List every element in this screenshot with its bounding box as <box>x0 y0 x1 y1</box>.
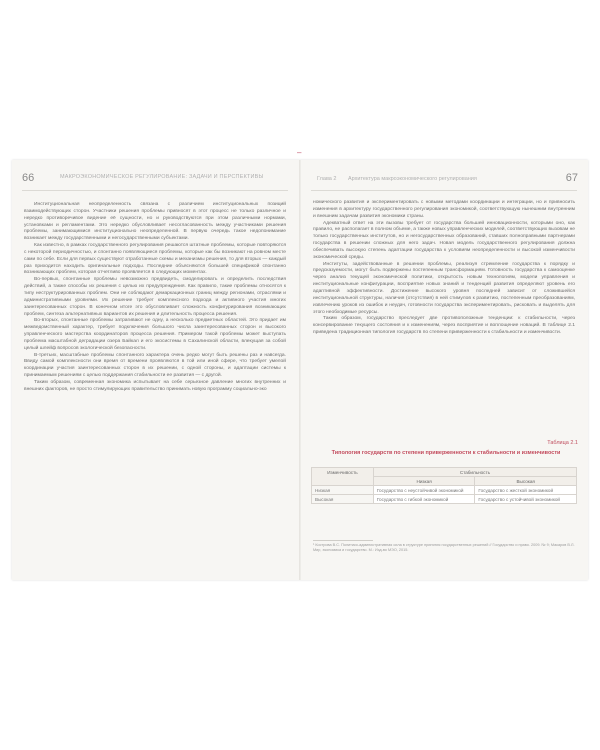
table-title: Типология государств по степени приверженности к стабильности и изменчивости <box>331 450 561 456</box>
table-row-label: Низкая <box>312 486 374 495</box>
left-running-header: МАКРОЭКОНОМИЧЕСКОЕ РЕГУЛИРОВАНИЕ: ЗАДАЧИ И ПЕРСПЕКТИВЫ <box>60 174 264 180</box>
table-header-cell: Стабильность <box>373 468 576 477</box>
paragraph: Институциональная неопределенность связана с различием институциональных позиций взаимодействующих сторон. Участники решения проблемы привносят в этот процесс не только различное и нередко противоречивое видение её сущности, но и руководствуются при этом различными нормами, установками и регламентами. Это нередко обусловливает несогласованность между участниками решения проблемы, занимающимися институционально неопределенной. В первую очередь такое недопонимание возникает между государственными и негосударственными субъектами. <box>24 202 286 242</box>
table-header-cell: Низкая <box>373 477 475 486</box>
paragraph: Как известно, в рамках государственного регулирования решаются штатные проблемы, которые повторяются с некоторой периодичностью, и спонтанно появляющиеся проблемы, которые как бы возникают на ровном месте сами по себе. Если для первых существуют отработанные схемы и механизмы решения, то для вторых — каждый раз приходится находить оригинальные подходы. Последние объясняются большей спецификой спонтанно возникающих проблем, которая отчетливо проявляется в следующих моментах. <box>24 243 286 276</box>
typology-table <box>311 467 577 504</box>
table-cell: Государство с неустойчивой экономикой <box>373 486 475 495</box>
book-spread <box>12 160 588 580</box>
footnote-rule <box>313 540 373 541</box>
right-running-header <box>317 176 557 183</box>
right-body-text <box>313 200 575 337</box>
table-header-row <box>312 468 577 477</box>
table-header-cell: Изменчивость <box>312 468 374 486</box>
chapter-label: Глава 2 <box>317 176 337 182</box>
paragraph: номического развития и экспериментировать с новыми методами координации и интеграции, но и привносить изменения в архитектуру государственного регулирования экономикой, соответствующую нынешним внутренним и внешним задачам развития экономики страны. <box>313 200 575 219</box>
left-page-number: 66 <box>22 172 35 184</box>
paragraph: Адекватный ответ на эти вызовы требует от государства большей инновационности, которыми оно, как правило, не располагает в полном объеме, а также новых управленческих моделей, соответствующих вызовам не только государственных институтов, но и негосударственных образований, ставших полноправными партнерами государства в решении сложных для него задач. Новая модель государственного регулирования должна обеспечивать высокую степень адаптации государства к условиям неопределенности и высокой изменчивости экономической среды. <box>313 220 575 260</box>
table-cell: Государство с жесткой экономикой <box>475 486 577 495</box>
left-header-rule <box>22 190 288 191</box>
paragraph: В-третьих, масштабные проблемы спонтанного характера очень редко могут быть решены раз и навсегда. Ввиду самой комплексности они время от времени проявляются в той или иной сфере, что требует умелой координации участия заинтересованных сторон в их решении, с одной стороны, и адаптации системы к принимаемым решениям с целью поддержания стабильности ее развития — с другой. <box>24 352 286 379</box>
table-cell: Государство с устойчивой экономикой <box>475 495 577 504</box>
paragraph: Во-вторых, спонтанные проблемы затрагивают не одну, а несколько предметных областей. Это придает им межведомственный характер, требует подключения большого числа заинтересованных сторон и высокого управленческого мастерства координаторов процесса решения. Примером такой проблемы может выступать проблема масштабной деградации озера Байкал и его экосистемы в Сахалинской области, влекущая за собой целый шлейф вопросов экологической безопасности. <box>24 318 286 351</box>
table-row <box>312 486 577 495</box>
table-label: Таблица 2.1 <box>547 440 578 446</box>
right-header-rule <box>311 190 577 191</box>
left-page <box>12 160 299 580</box>
table-header-cell: Высокая <box>475 477 577 486</box>
top-mark: – <box>297 148 302 157</box>
right-page-number: 67 <box>565 172 578 184</box>
paragraph: Таким образом, современная экономика испытывает на себе серьезное давление многих внутренних и внешних факторов, не просто стимулирующих правительство принимать новую программу социально-эко <box>24 379 286 392</box>
left-body-text <box>24 202 286 394</box>
right-page <box>301 160 588 580</box>
paragraph: Во-первых, спонтанные проблемы невозможно предвидеть, смоделировать и определить последствия действий, а также способы их решения с целью их предупреждения. Как правило, такие проблемы относятся к типу неструктурированных проблем. Они не соблюдают демаркационных границ между регионами, отраслями и административными уровнями. Их решение требует комплексного подхода и активного участия многих заинтересованных сторон. В конечном итоге это обусловливает сложность конфигурирования возникающих проблем, синтеза альтернативных вариантов их решения и длительность процесса решения. <box>24 277 286 317</box>
paragraph: Институты, задействованные в решении проблемы, реализуя стремление государства к порядку и предсказуемости, могут быть подвержены постепенным трансформациям. Готовность государства к самооценке через анализ текущей экономической политики, открытость новым технологиям, модели управления и институциональные конфигурации, восприятие новых знаний и тенденций развития определяют уровень его адаптивной эффективности. Достижение высокого уровня последней зависит от сложившейся институциональной структуры, наличия (отсутствия) в ней стимулов к развитию, постепенным преобразованиям, извлечению уроков из ошибок и неудач, готовности государства экспериментировать, рисковать и выделять для этого необходимые ресурсы. <box>313 261 575 315</box>
table-row <box>312 495 577 504</box>
chapter-title: Архитектура макроэкономического регулирования <box>347 176 477 182</box>
table-cell: Государство с гибкой экономикой <box>373 495 475 504</box>
paragraph: Таким образом, государство преследует две противоположные тенденции: к стабильности, через консервирование текущего состояния и к изменениям, через восприятие и воплощение новаций. В таблице 2.1 приведена традиционная типология государств по степени приверженности к стабильности и изменчивости. <box>313 316 575 336</box>
footnote: ¹ Кострова В.С. Политико-административная сила в структуре принятия государственных решений // Государство и право. 2009. № 9; Макаров В.Л. Мир, экономика и государство. М.: Изд-во МЭО, 2015. <box>313 543 575 552</box>
table-row-label: Высокая <box>312 495 374 504</box>
